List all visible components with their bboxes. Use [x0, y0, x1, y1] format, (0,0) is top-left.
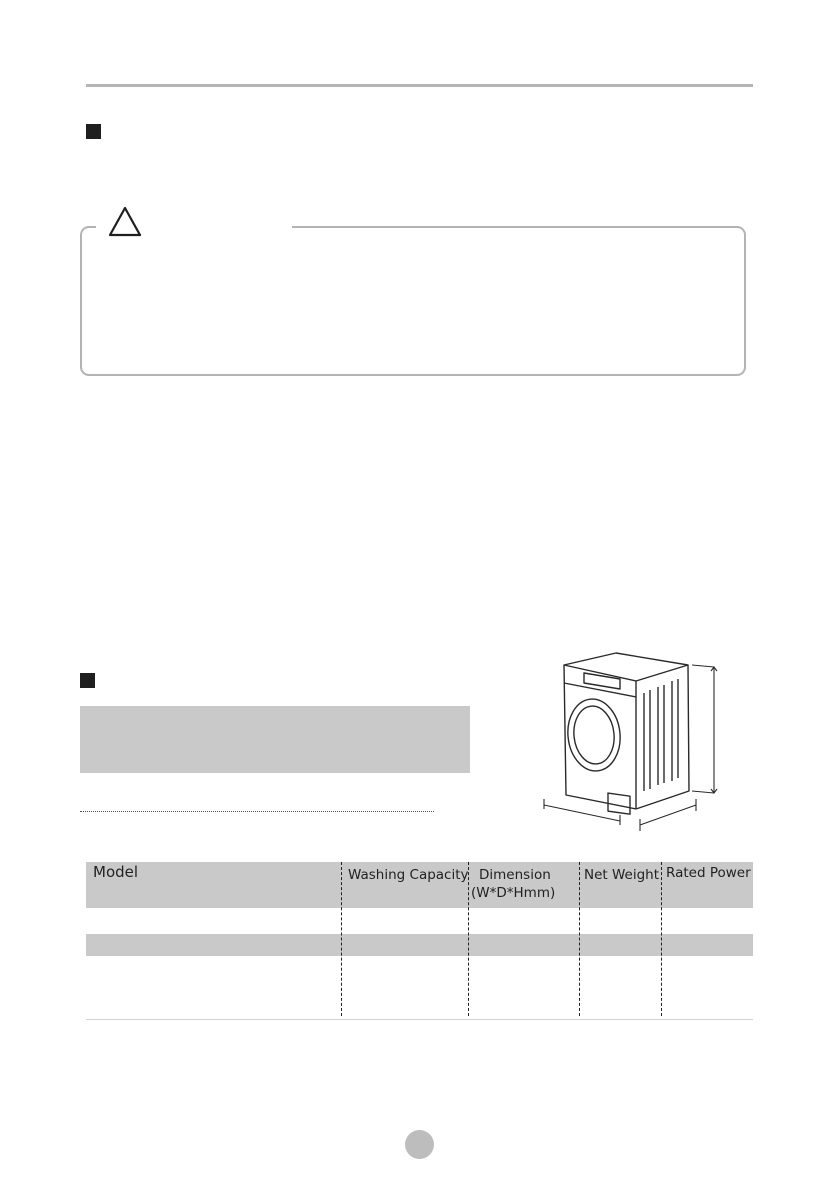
washing-machine-illustration [536, 645, 736, 835]
col-header-dimension-unit: (W*D*Hmm) [471, 885, 556, 901]
caution-box [80, 226, 746, 376]
column-divider [468, 862, 469, 1016]
dotted-divider [80, 811, 434, 812]
col-header-model: Model [93, 863, 139, 881]
page-number-dot [405, 1130, 434, 1159]
table-row [86, 934, 753, 956]
table-bottom-border [86, 1019, 753, 1020]
col-header-rated-power: Rated Power [666, 865, 751, 881]
col-header-washing-capacity: Washing Capacity [348, 867, 469, 883]
col-header-net-weight: Net Weight [584, 867, 660, 883]
col-header-dimension: Dimension [479, 867, 551, 883]
column-divider [341, 862, 342, 1016]
warning-triangle-icon [108, 206, 142, 238]
section-marker-icon [86, 124, 101, 139]
column-divider [579, 862, 580, 1016]
section-marker-icon [80, 673, 95, 688]
column-divider [661, 862, 662, 1016]
spec-band [80, 706, 470, 773]
header-rule [86, 84, 753, 87]
